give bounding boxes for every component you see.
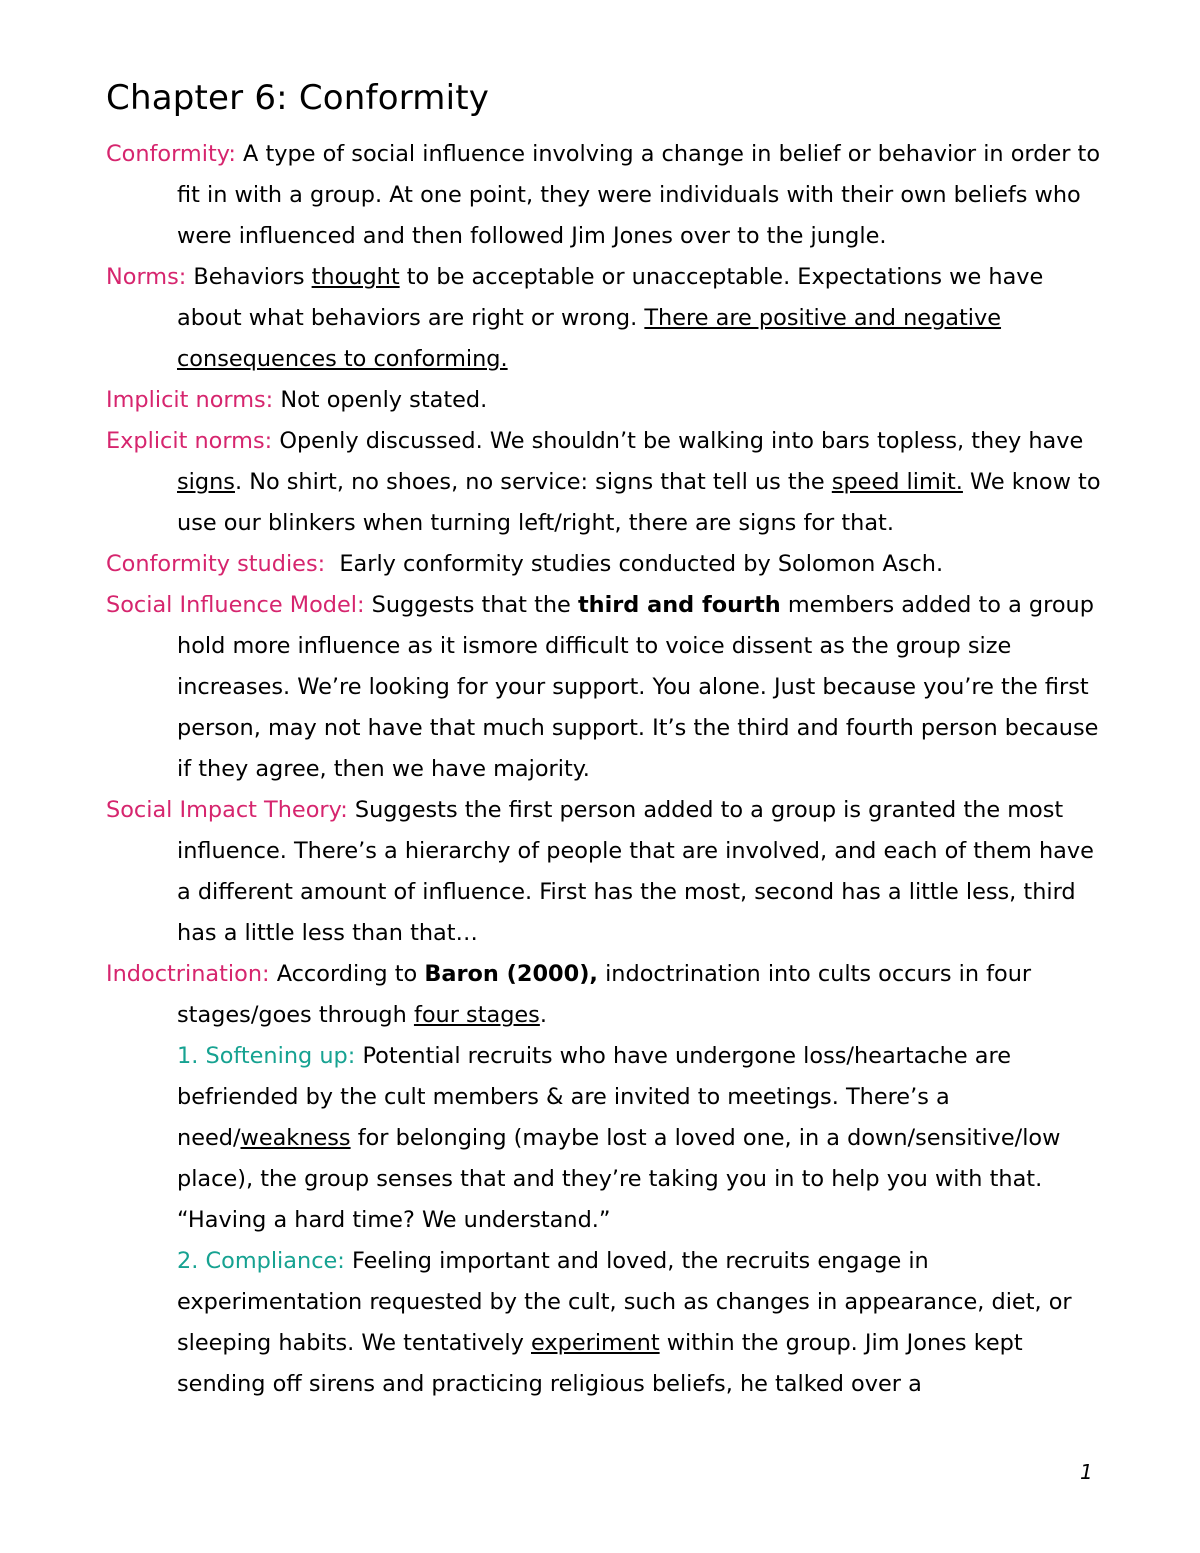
underlined-text: weakness (240, 1125, 351, 1151)
bold-text: third and fourth (577, 592, 781, 618)
definition-text: Suggests that the (364, 592, 578, 618)
underlined-text: signs (177, 469, 235, 495)
term-label: Conformity studies: (106, 551, 326, 577)
stage-text: Potential recruits who have undergone loss/heartache are befriended by the cult members & are invited to meetings. There’s a need/ (177, 1043, 1011, 1151)
definition-text: We know to use our blinkers when turning left/right, there are signs for that. (177, 469, 1101, 536)
stage-label: 2. Compliance: (177, 1248, 345, 1274)
page-number: 1 (1080, 1460, 1093, 1484)
definition-text: . No shirt, no shoes, no service: signs that tell us the (234, 469, 832, 495)
entry-conformity (106, 134, 1106, 257)
definition-text: to be acceptable or unacceptable. Expectations we have about what behaviors are right or wrong. (177, 264, 1044, 331)
entry-implicit-norms (106, 380, 1106, 421)
entry-social-influence-model (106, 585, 1106, 790)
underlined-text: speed limit. (831, 469, 963, 495)
stage-compliance (106, 1241, 1106, 1405)
underlined-text: There are positive and negative consequences to conforming. (177, 305, 1002, 372)
definition-text: indoctrination into cults occurs in four stages/goes through (177, 961, 1032, 1028)
term-label: Social Impact Theory: (106, 797, 348, 823)
term-label: Norms: (106, 264, 187, 290)
definition-text: Suggests the first person added to a group is granted the most influence. There’s a hierarchy of people that are involved, and each of them have a different amount of influence. First has the most, second has a little less, third has a little less than that… (177, 797, 1094, 946)
term-label: Social Influence Model: (106, 592, 365, 618)
definition-text: A type of social influence involving a change in belief or behavior in order to fit in with a group. At one point, they were individuals with their own beliefs who were influenced and then followed Jim Jones over to the jungle. (177, 141, 1101, 249)
document-body (106, 134, 1106, 1405)
definition-text: Not openly stated. (273, 387, 488, 413)
term-label: Implicit norms: (106, 387, 274, 413)
entry-explicit-norms (106, 421, 1106, 544)
stage-text: for belonging (maybe lost a loved one, in a down/sensitive/low place), the group senses that and they’re taking you in to help you with that. “Having a hard time? We understand.” (177, 1125, 1061, 1233)
bold-text: Baron (2000), (424, 961, 598, 987)
term-label: Indoctrination: (106, 961, 270, 987)
entry-norms (106, 257, 1106, 380)
definition-text: According to (269, 961, 425, 987)
stage-text: Feeling important and loved, the recruits engage in experimentation requested by the cult, such as changes in appearance, diet, or sleeping habits. We tentatively (177, 1248, 1072, 1356)
underlined-text: experiment (531, 1330, 660, 1356)
stage-text: within the group. Jim Jones kept sending off sirens and practicing religious beliefs, he talked over a (177, 1330, 1023, 1397)
definition-text: . (539, 1002, 547, 1028)
entry-social-impact-theory (106, 790, 1106, 954)
underlined-text: four stages (413, 1002, 540, 1028)
underlined-text: thought (311, 264, 400, 290)
term-label: Conformity: (106, 141, 236, 167)
stage-softening-up (106, 1036, 1106, 1241)
definition-text: Openly discussed. We shouldn’t be walking into bars topless, they have (272, 428, 1084, 454)
definition-text: Behaviors (186, 264, 312, 290)
stage-label: 1. Softening up: (177, 1043, 356, 1069)
definition-text: members added to a group hold more influence as it ismore difficult to voice dissent as the group size increases. We’re looking for your support. You alone. Just because you’re the first person, may not have that much support. It’s the third and fourth person because if they agree, then we have majority. (177, 592, 1099, 782)
page-title: Chapter 6: Conformity (106, 78, 490, 118)
term-label: Explicit norms: (106, 428, 273, 454)
entry-conformity-studies (106, 544, 1106, 585)
entry-indoctrination (106, 954, 1106, 1036)
definition-text: Early conformity studies conducted by Solomon Asch. (325, 551, 944, 577)
